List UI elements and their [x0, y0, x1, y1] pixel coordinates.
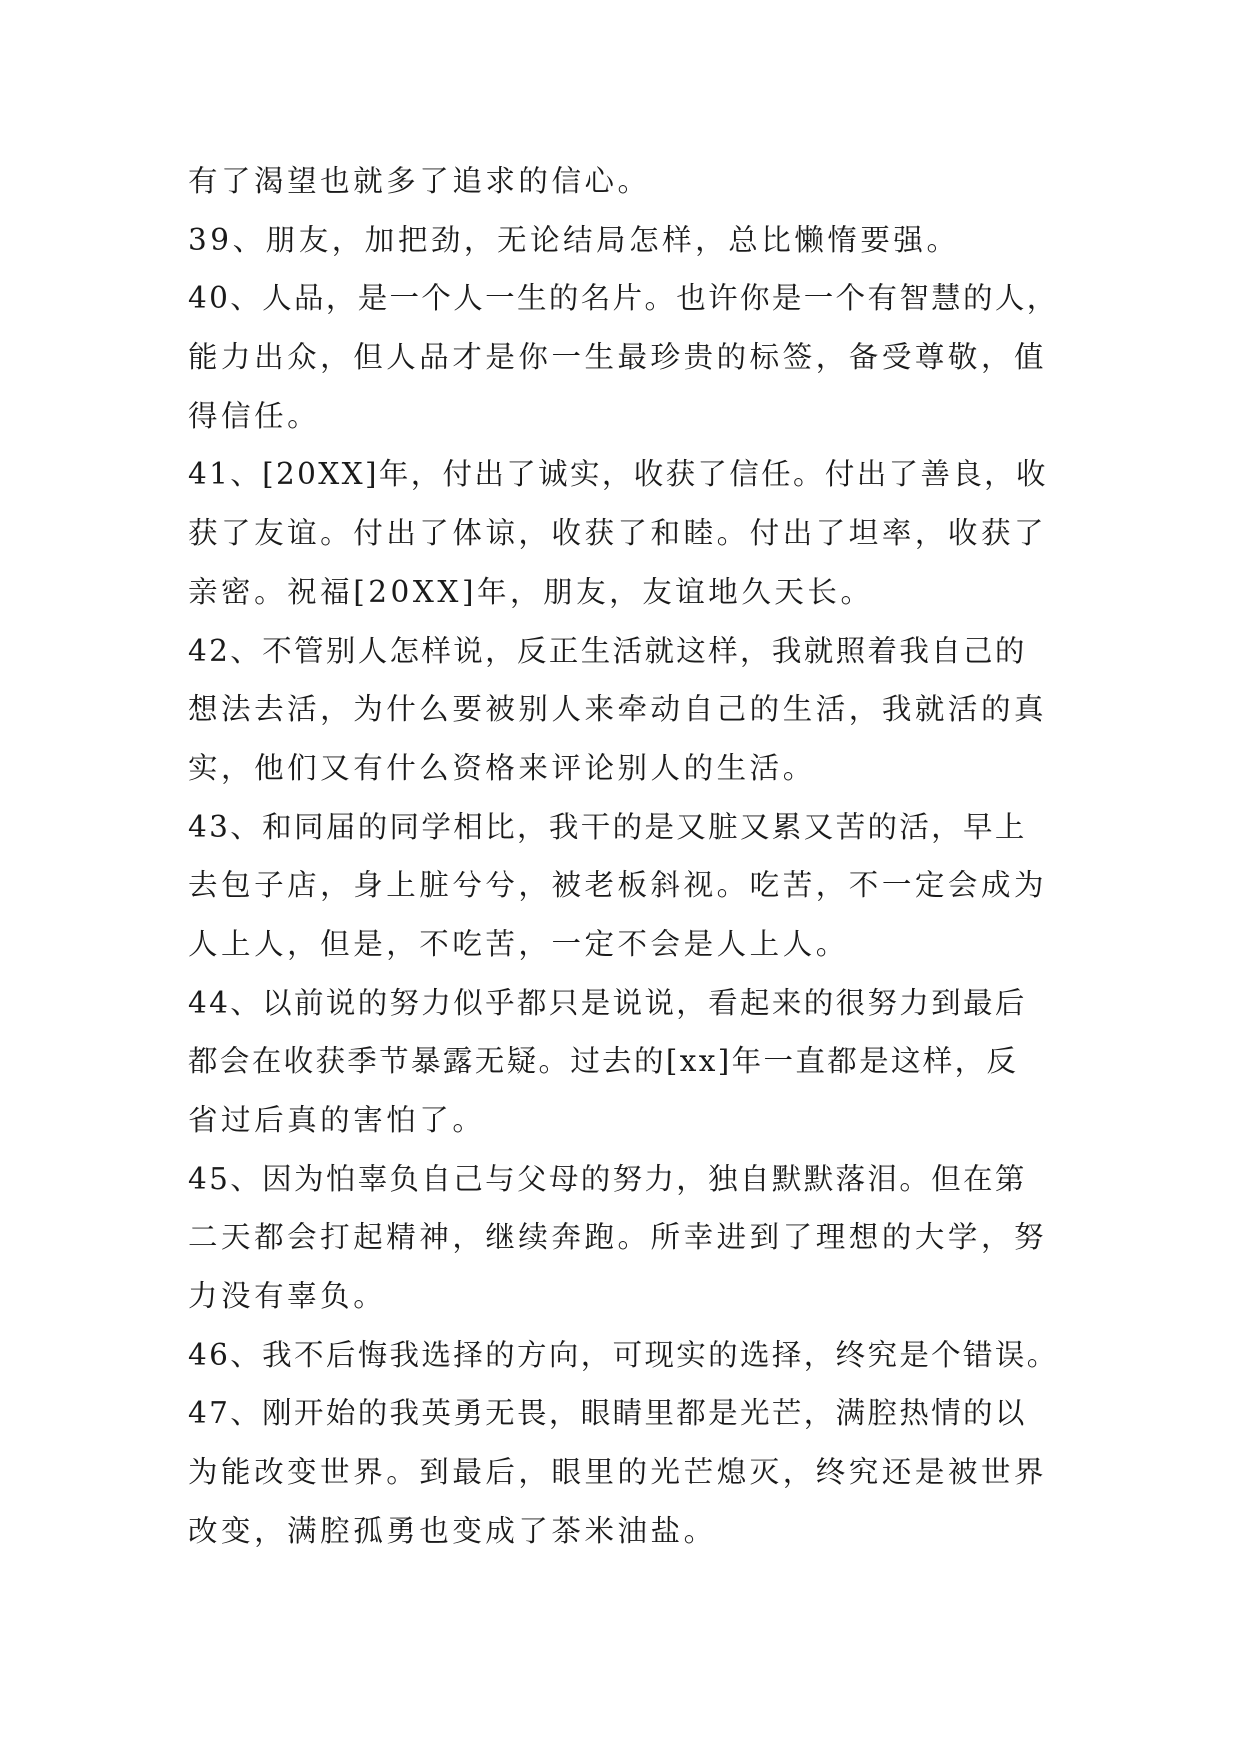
- text-line: 43、和同届的同学相比，我干的是又脏又累又苦的活，早上: [188, 809, 1027, 844]
- text-line: 46、我不后悔我选择的方向，可现实的选择，终究是个错误。: [188, 1337, 1059, 1372]
- text-line: 力没有辜负。: [188, 1279, 387, 1314]
- text-line: 44、以前说的努力似乎都只是说说，看起来的很努力到最后: [188, 985, 1027, 1020]
- text-line: 省过后真的害怕了。: [188, 1103, 486, 1137]
- text-line: 有了渴望也就多了追求的信心。: [188, 164, 651, 198]
- text-line: 都会在收获季节暴露无疑。过去的[xx]年一直都是这样，反: [188, 1044, 1019, 1079]
- text-line: 能力出众，但人品才是你一生最珍贵的标签，备受尊敬，值: [188, 340, 1048, 375]
- text-line: 二天都会打起精神，继续奔跑。所幸进到了理想的大学，努: [188, 1220, 1048, 1255]
- text-line: 想法去活，为什么要被别人来牵动自己的生活，我就活的真: [188, 692, 1048, 727]
- text-line: 去包子店，身上脏兮兮，被老板斜视。吃苦，不一定会成为: [188, 868, 1048, 903]
- text-line: 47、刚开始的我英勇无畏，眼睛里都是光芒，满腔热情的以: [188, 1396, 1027, 1431]
- text-line: 42、不管别人怎样说，反正生活就这样，我就照着我自己的: [188, 633, 1027, 668]
- text-line: 获了友谊。付出了体谅，收获了和睦。付出了坦率，收获了: [188, 516, 1048, 551]
- text-line: 人上人，但是，不吃苦，一定不会是人上人。: [188, 926, 849, 961]
- text-line: 改变，满腔孤勇也变成了茶米油盐。: [188, 1513, 717, 1548]
- document-body: [188, 152, 1063, 1561]
- text-line: 实，他们又有什么资格来评论别人的生活。: [188, 750, 816, 785]
- text-line: 40、人品，是一个人一生的名片。也许你是一个有智慧的人，: [188, 281, 1059, 316]
- text-line: 39、朋友，加把劲，无论结局怎样，总比懒惰要强。: [188, 222, 960, 257]
- text-line: 45、因为怕辜负自己与父母的努力，独自默默落泪。但在第: [188, 1161, 1027, 1196]
- text-line: 得信任。: [188, 398, 321, 433]
- text-line: 为能改变世界。到最后，眼里的光芒熄灭，终究还是被世界: [188, 1455, 1048, 1490]
- text-line: 41、[20XX]年，付出了诚实，收获了信任。付出了善良，收: [188, 457, 1048, 492]
- text-line: 亲密。祝福[20XX]年，朋友，友谊地久天长。: [188, 574, 874, 609]
